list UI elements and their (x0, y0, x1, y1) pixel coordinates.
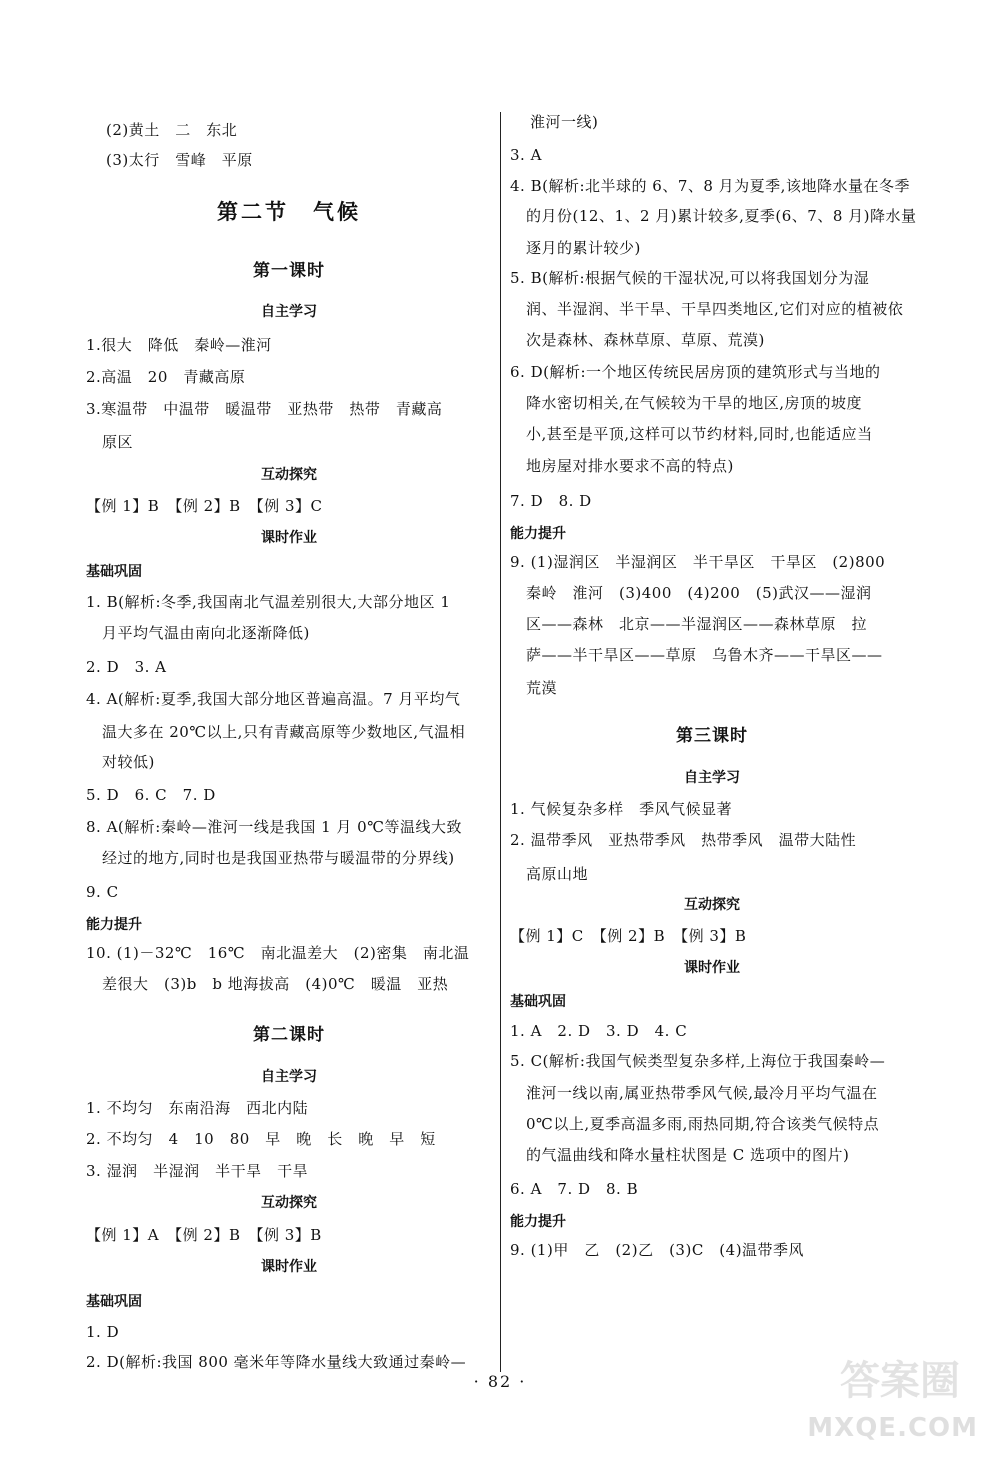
answer-line: 4. A(解析:夏季,我国大部分地区普遍高温。7 月平均气 (86, 690, 461, 708)
answer-line: 小,甚至是平顶,这样可以节约材料,同时,也能适应当 (526, 425, 873, 443)
answer-line: 萨——半干旱区——草原 乌鲁木齐——干旱区—— (526, 646, 883, 664)
answer-line: 逐月的累计较少) (526, 239, 641, 257)
answer-line: (3)太行 雪峰 平原 (106, 151, 253, 169)
column-divider (500, 112, 501, 1372)
subsection-heading: 自主学习 (261, 304, 317, 320)
category-heading: 基础巩固 (86, 1294, 142, 1310)
answer-line: 荒漠 (526, 679, 558, 697)
answer-line: 1. D (86, 1323, 120, 1341)
answer-line: 经过的地方,同时也是我国亚热带与暖温带的分界线) (102, 849, 455, 867)
answer-line: 次是森林、森林草原、草原、荒漠) (526, 331, 765, 349)
subsection-heading: 课时作业 (261, 530, 317, 546)
subsection-heading: 课时作业 (684, 960, 740, 976)
answer-line: 1.很大 降低 秦岭—淮河 (86, 336, 272, 354)
example-answers: 【例 1】A 【例 2】B 【例 3】B (86, 1226, 322, 1244)
answer-line: 2. 温带季风 亚热带季风 热带季风 温带大陆性 (510, 831, 857, 849)
subsection-heading: 互动探究 (684, 897, 740, 913)
answer-line: 8. A(解析:秦岭—淮河一线是我国 1 月 0℃等温线大致 (86, 818, 462, 836)
answer-line: 对较低) (102, 753, 155, 771)
example-answers: 【例 1】B 【例 2】B 【例 3】C (86, 497, 323, 515)
answer-line: 1. 气候复杂多样 季风气候显著 (510, 800, 733, 818)
watermark-text: MXQE.COM (807, 1413, 978, 1443)
answer-line: 秦岭 淮河 (3)400 (4)200 (5)武汉——湿润 (526, 584, 872, 602)
answer-line: 6. D(解析:一个地区传统民居房顶的建筑形式与当地的 (510, 363, 881, 381)
answer-line: 5. C(解析:我国气候类型复杂多样,上海位于我国秦岭— (510, 1052, 886, 1070)
answer-line: 温大多在 20℃以上,只有青藏高原等少数地区,气温相 (102, 723, 466, 741)
subsection-heading: 互动探究 (261, 1195, 317, 1211)
answer-line: 2. D 3. A (86, 658, 167, 676)
answer-line: 9. C (86, 883, 119, 901)
answer-line: 10. (1)－32℃ 16℃ 南北温差大 (2)密集 南北温 (86, 944, 470, 962)
lesson-title: 第一课时 (253, 261, 325, 281)
answer-line: 原区 (102, 433, 134, 451)
answer-line: 淮河一线) (530, 113, 599, 131)
answer-line: 5. D 6. C 7. D (86, 786, 216, 804)
category-heading: 能力提升 (510, 526, 566, 542)
answer-line: 的月份(12、1、2 月)累计较多,夏季(6、7、8 月)降水量 (526, 207, 917, 225)
answer-line: 2. 不均匀 4 10 80 早 晚 长 晚 早 短 (86, 1130, 436, 1148)
answer-line: 地房屋对排水要求不高的特点) (526, 457, 734, 475)
watermark-logo: 答案圈 (840, 1358, 960, 1404)
lesson-title: 第二课时 (253, 1025, 325, 1045)
answer-line: 6. A 7. D 8. B (510, 1180, 639, 1198)
answer-line: 的气温曲线和降水量柱状图是 C 选项中的图片) (526, 1146, 850, 1164)
answer-line: 1. 不均匀 东南沿海 西北内陆 (86, 1099, 309, 1117)
answer-line: 2. D(解析:我国 800 毫米年等降水量线大致通过秦岭— (86, 1353, 467, 1371)
category-heading: 能力提升 (86, 917, 142, 933)
answer-line: 月平均气温由南向北逐渐降低) (102, 624, 310, 642)
answer-line: 7. D 8. D (510, 492, 592, 510)
answer-line: 3. A (510, 146, 542, 164)
answer-line: 区——森林 北京——半湿润区——森林草原 拉 (526, 615, 868, 633)
answer-line: 9. (1)甲 乙 (2)乙 (3)C (4)温带季风 (510, 1241, 805, 1259)
subsection-heading: 互动探究 (261, 467, 317, 483)
answer-line: 9. (1)湿润区 半湿润区 半干旱区 干旱区 (2)800 (510, 553, 886, 571)
category-heading: 能力提升 (510, 1214, 566, 1230)
answer-line: (2)黄土 二 东北 (106, 121, 238, 139)
answer-line: 差很大 (3)b b 地海拔高 (4)0℃ 暖温 亚热 (102, 975, 449, 993)
answer-line: 5. B(解析:根据气候的干湿状况,可以将我国划分为湿 (510, 269, 870, 287)
answer-line: 润、半湿润、半干旱、干旱四类地区,它们对应的植被依 (526, 300, 904, 318)
answer-line: 高原山地 (526, 865, 589, 883)
subsection-heading: 自主学习 (261, 1069, 317, 1085)
answer-line: 3. 湿润 半湿润 半干旱 干旱 (86, 1162, 309, 1180)
category-heading: 基础巩固 (510, 994, 566, 1010)
answer-line: 淮河一线以南,属亚热带季风气候,最冷月平均气温在 (526, 1084, 878, 1102)
answer-line: 1. B(解析:冬季,我国南北气温差别很大,大部分地区 1 (86, 593, 451, 611)
answer-line: 降水密切相关,在气候较为干旱的地区,房顶的坡度 (526, 394, 863, 412)
answer-line: 0℃以上,夏季高温多雨,雨热同期,符合该类气候特点 (526, 1115, 880, 1133)
category-heading: 基础巩固 (86, 564, 142, 580)
watermark (807, 1349, 978, 1449)
subsection-heading: 课时作业 (261, 1259, 317, 1275)
answer-line: 1. A 2. D 3. D 4. C (510, 1022, 688, 1040)
subsection-heading: 自主学习 (684, 770, 740, 786)
answer-line: 3.寒温带 中温带 暖温带 亚热带 热带 青藏高 (86, 400, 443, 418)
section-title: 第二节 气候 (217, 199, 361, 224)
page-number: · 82 · (473, 1372, 527, 1391)
answer-line: 4. B(解析:北半球的 6、7、8 月为夏季,该地降水量在冬季 (510, 177, 910, 195)
lesson-title: 第三课时 (676, 726, 748, 746)
example-answers: 【例 1】C 【例 2】B 【例 3】B (510, 927, 747, 945)
answer-line: 2.高温 20 青藏高原 (86, 368, 246, 386)
